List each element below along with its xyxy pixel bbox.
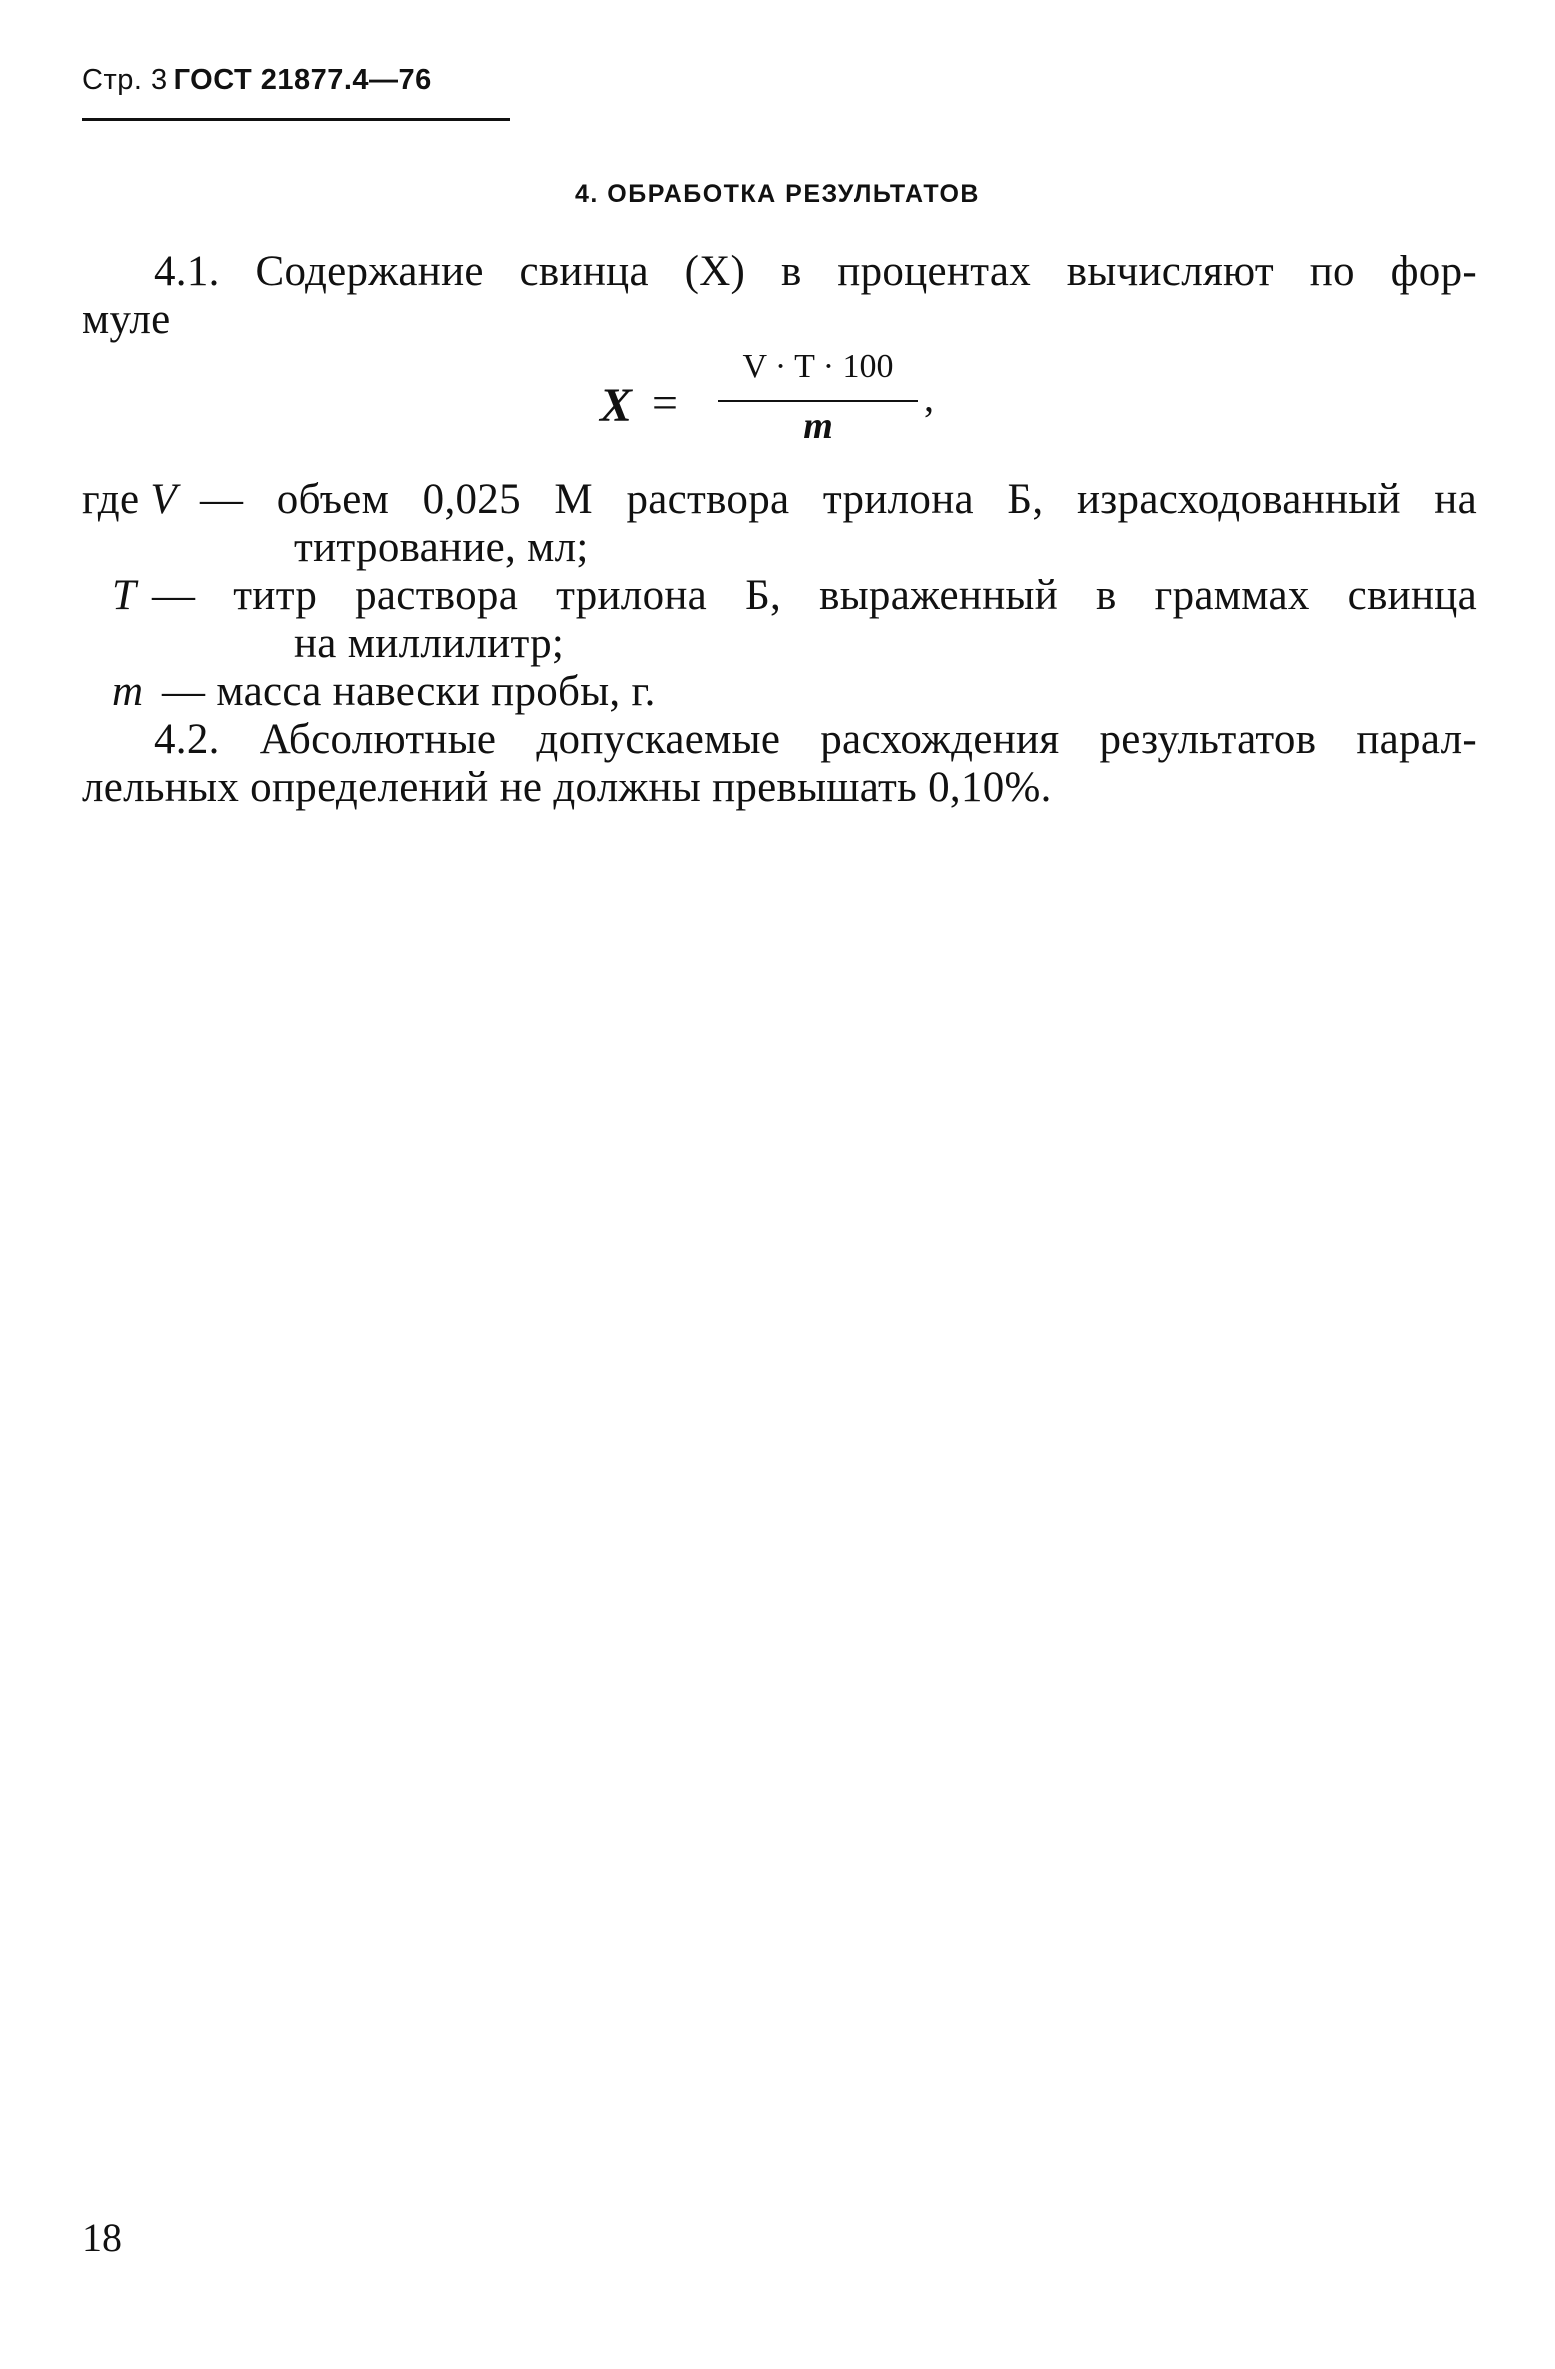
fraction-bar	[718, 400, 918, 402]
paragraph-4-2	[82, 716, 1477, 812]
where-word: где	[82, 476, 140, 523]
symbol-v: V	[150, 476, 177, 523]
definition-text: — масса навески пробы, г.	[162, 668, 656, 715]
formula-numerator: V · T · 100	[742, 348, 894, 385]
definition-lead	[112, 572, 136, 620]
symbol-t: T	[112, 572, 137, 619]
header-rule	[82, 118, 510, 121]
paragraph-line: муле	[82, 296, 171, 343]
definition-lead	[82, 476, 177, 524]
definition-text: — объем 0,025 М раствора трилона Б, израсходованный на	[200, 476, 1477, 523]
definition-lead	[112, 668, 143, 716]
page-label: Стр. 3	[82, 64, 168, 96]
paragraph-line: 4.2. Абсолютные допускаемые расхождения результатов парал-	[154, 716, 1477, 763]
standard-number: ГОСТ 21877.4—76	[173, 64, 432, 96]
definition-text: — титр раствора трилона Б, выраженный в граммах свинца	[152, 572, 1477, 619]
definition-continuation: на миллилитр;	[294, 620, 565, 667]
formula-comma: ,	[924, 375, 934, 420]
definition-continuation: титрование, мл;	[294, 524, 589, 571]
paragraph-line: лельных определений не должны превышать 0,10%.	[82, 764, 1052, 811]
formula-denominator: m	[803, 405, 833, 447]
paragraph-4-1	[82, 248, 1477, 344]
paragraph-line: 4.1. Содержание свинца (X) в процентах вычисляют по фор-	[154, 248, 1477, 295]
definition-t-cont	[82, 620, 1477, 668]
definition-m	[82, 668, 1477, 716]
formula-lhs: X	[600, 379, 633, 432]
variable-definitions	[82, 476, 1477, 716]
definition-v-cont	[82, 524, 1477, 572]
running-header	[82, 64, 432, 97]
formula-equals: =	[652, 377, 678, 428]
definition-v	[82, 476, 1477, 524]
formula	[600, 348, 960, 458]
symbol-m: m	[112, 668, 144, 715]
definition-t	[82, 572, 1477, 620]
page-number: 18	[82, 2215, 122, 2260]
section-heading: 4. ОБРАБОТКА РЕЗУЛЬТАТОВ	[575, 180, 980, 208]
